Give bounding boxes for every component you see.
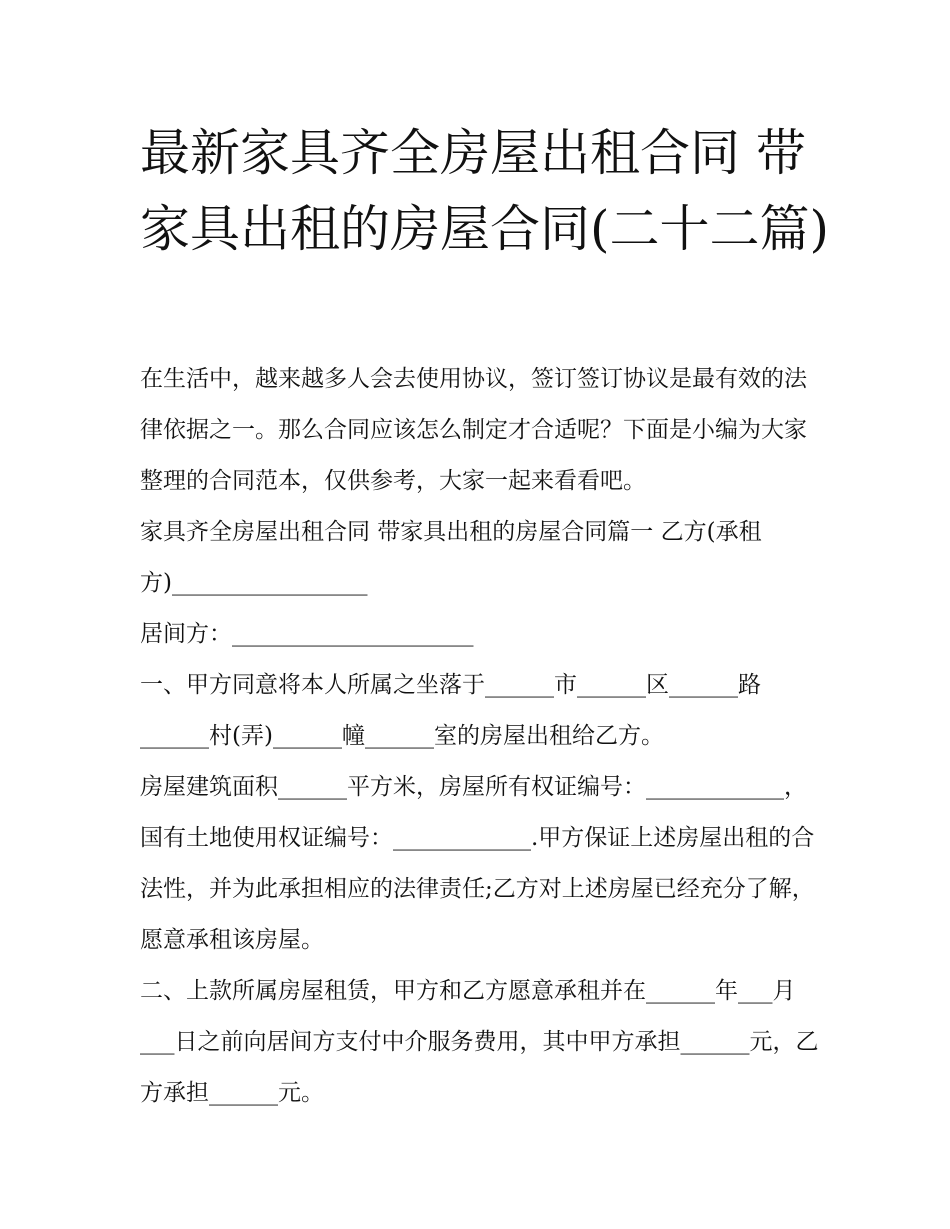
intro-paragraph: 在生活中，越来越多人会去使用协议，签订签订协议是最有效的法律依据之一。那么合同应该怎么制定才合适呢？下面是小编为大家整理的合同范本，仅供参考，大家一起来看看吧。 [140,366,807,494]
clause-two: 二、上款所属房屋租赁，甲方和乙方愿意承租并在______年___月___日之前向居间方支付中介服务费用，其中甲方承担______元，乙方承担______元。 [140,978,819,1106]
contract-heading-paragraph: 家具齐全房屋出租合同 带家具出租的房屋合同篇一 乙方(承租方)_________________ [140,519,762,596]
intermediary-line: 居间方：_____________________ [140,621,474,647]
document-body [140,354,820,1119]
property-details-paragraph: 房屋建筑面积______平方米，房屋所有权证编号：____________，国有土地使用权证编号：____________.甲方保证上述房屋出租的合法性，并为此承担相应的法律责任;乙方对上述房屋已经充分了解，愿意承租该房屋。 [140,774,815,953]
document-title: 最新家具齐全房屋出租合同 带家具出租的房屋合同(二十二篇) [140,124,830,258]
clause-one: 一、甲方同意将本人所属之坐落于______市______区______路______村(弄)______幢______室的房屋出租给乙方。 [140,672,761,749]
